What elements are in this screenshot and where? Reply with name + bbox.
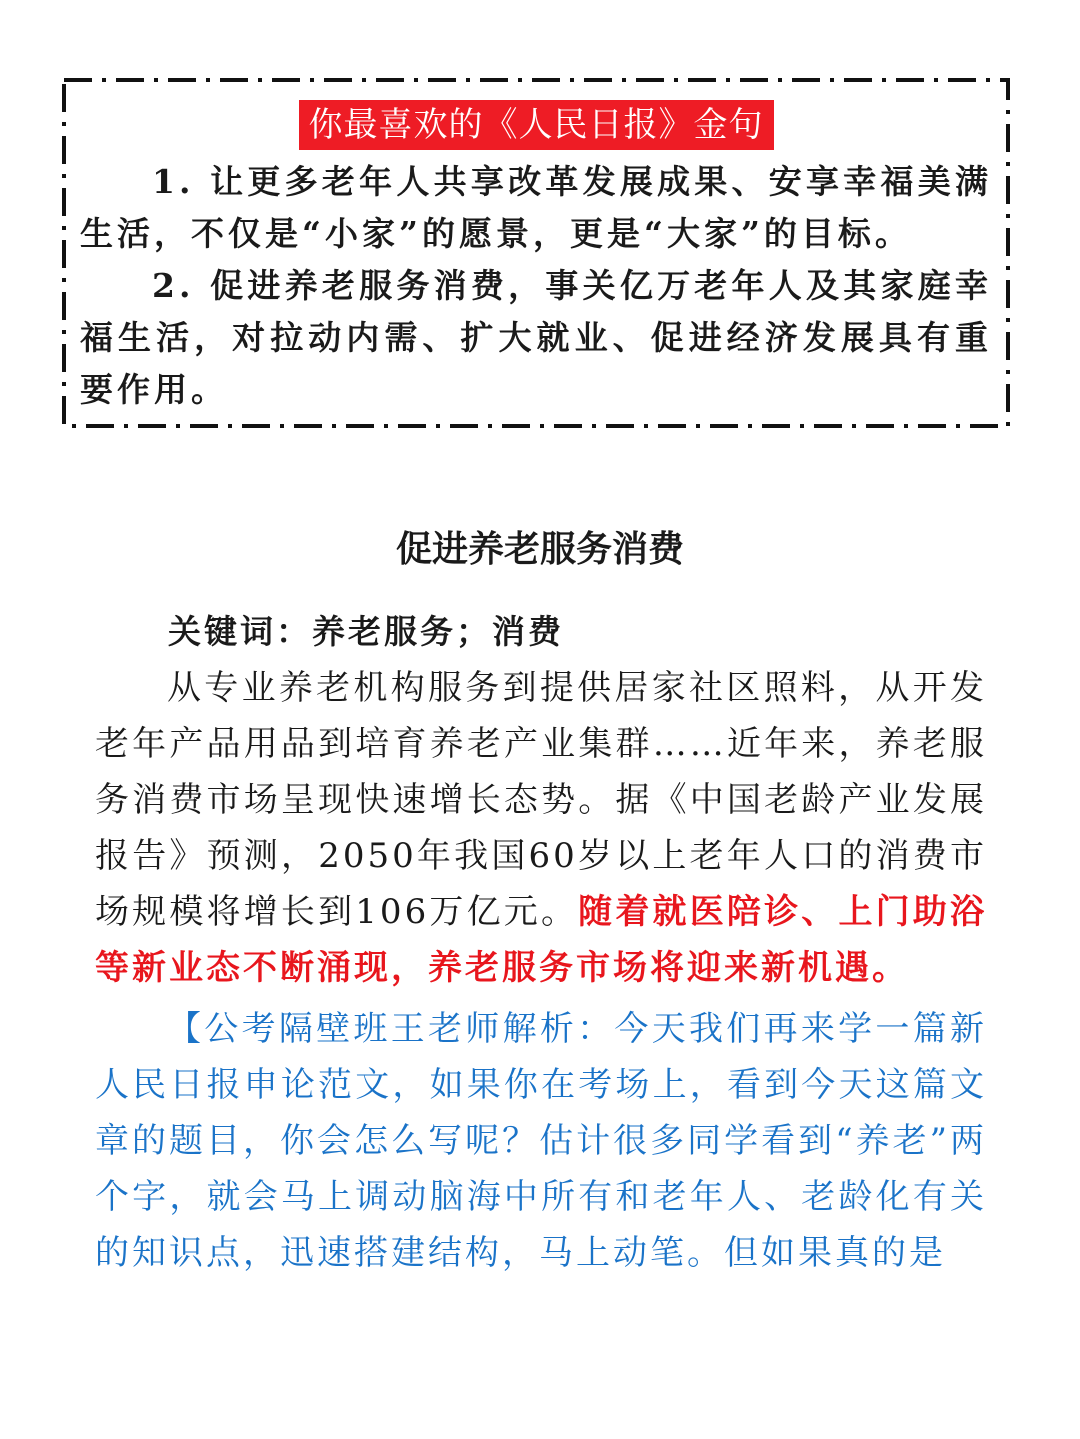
keywords-line: 关键词：养老服务；消费 [168, 612, 564, 651]
quote-item-1: 1. 让更多老年人共享改革发展成果、安享幸福美满生活，不仅是“小家”的愿景，更是“大家”的目标。 [80, 162, 992, 253]
article-paragraph-1 [95, 660, 987, 996]
quote-heading: 你最喜欢的《人民日报》金句 [299, 100, 774, 150]
analysis-paragraph: 【公考隔壁班王老师解析：今天我们再来学一篇新人民日报申论范文，如果你在考场上，看到今天这篇文章的题目，你会怎么写呢？估计很多同学看到“养老”两个字，就会马上调动脑海中所有和老年人、老龄化有关的知识点，迅速搭建结构，马上动笔。但如果真的是 [95, 1009, 987, 1273]
paragraph-1-text: 从专业养老机构服务到提供居家社区照料，从开发老年产品用品到培育养老产业集群……近年来，养老服务消费市场呈现快速增长态势。据《中国老龄产业发展报告》预测，2050年我国60岁以上老年人口的消费市场规模将增长到106万亿元。 [95, 668, 987, 932]
quote-item-2: 2. 促进养老服务消费，事关亿万老年人及其家庭幸福生活，对拉动内需、扩大就业、促进经济发展具有重要作用。 [80, 266, 992, 409]
article-title: 促进养老服务消费 [395, 529, 684, 570]
quote-box [62, 78, 1010, 428]
paragraph-1-highlight: 随着就医陪诊、上门助浴等新业态不断涌现，养老服务市场将迎来新机遇。 [95, 892, 988, 988]
